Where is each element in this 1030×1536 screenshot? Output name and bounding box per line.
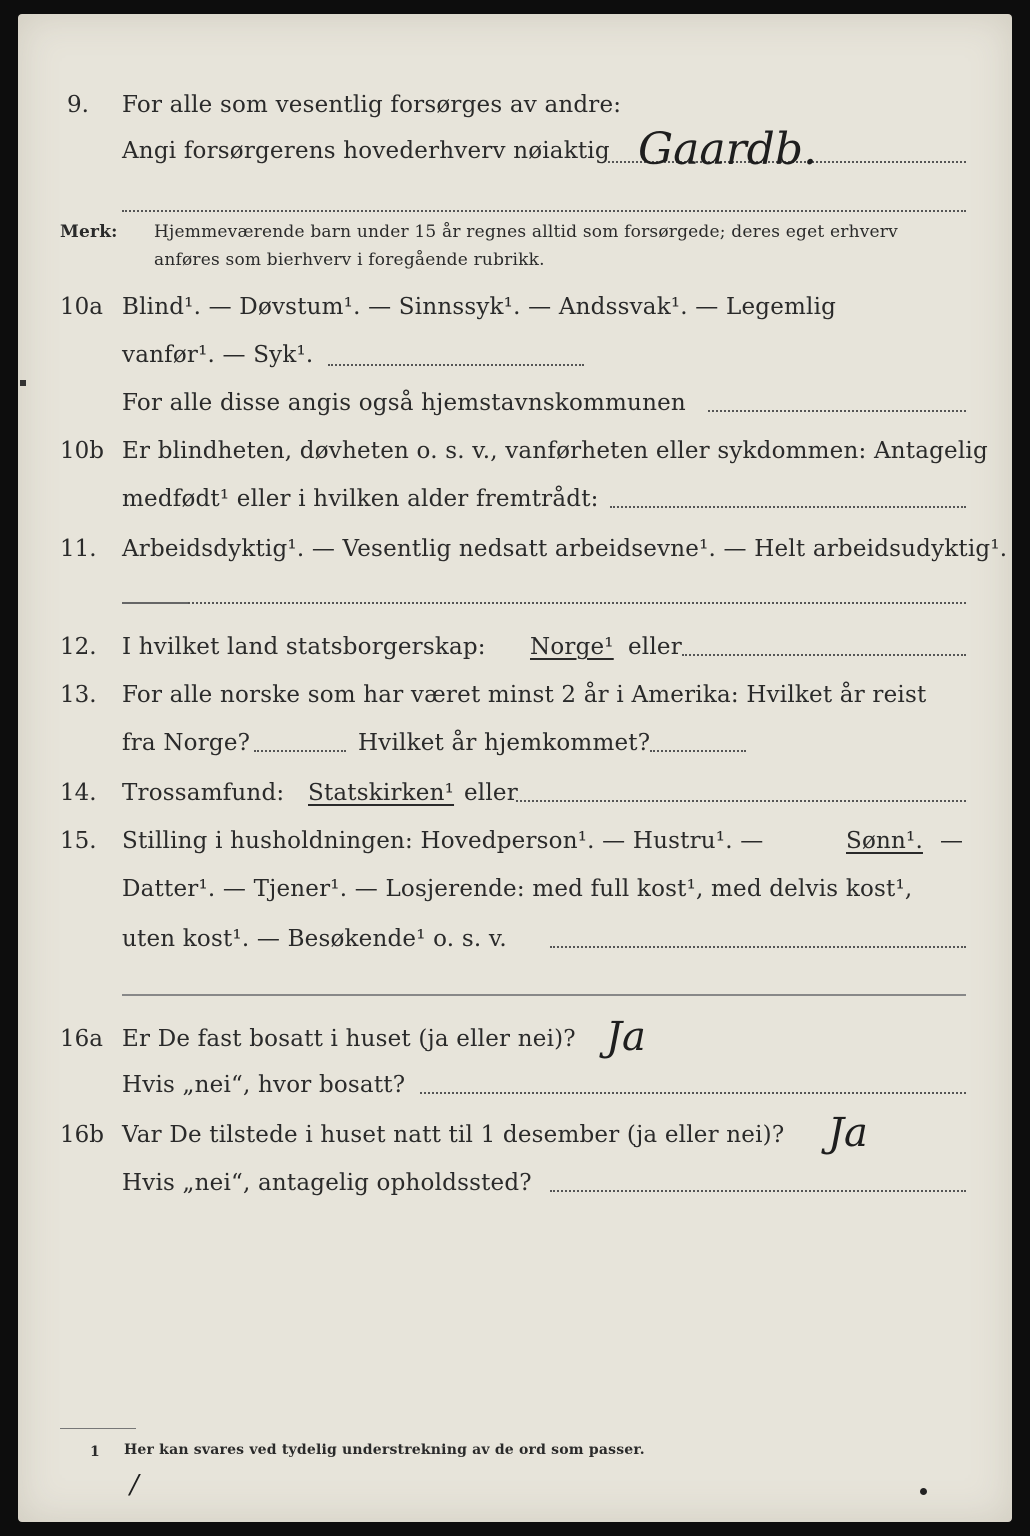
- q10b-line2: medfødt¹ eller i hvilken alder fremtrådt:: [122, 486, 599, 512]
- q15-answer-line: [550, 946, 966, 948]
- q9-handwritten-answer: Gaardb.: [638, 124, 817, 175]
- merk-label: Merk:: [60, 222, 118, 242]
- q15-line3: uten kost¹. — Besøkende¹ o. s. v.: [122, 926, 507, 952]
- q10a-line3: For alle disse angis også hjemstavnskommunen: [122, 390, 686, 416]
- q12-pre: I hvilket land statsborgerskap:: [122, 634, 486, 660]
- q16a-handwritten-answer: Ja: [606, 1014, 646, 1060]
- footnote-text: Her kan svares ved tydelig understrekning av de ord som passer.: [124, 1442, 645, 1458]
- q14-post: eller: [464, 780, 518, 806]
- q13-return-line: [650, 750, 746, 752]
- ink-dot: [920, 1488, 927, 1495]
- census-form-page: [18, 14, 1012, 1522]
- q16b-line2: Hvis „nei“, antagelig opholdssted?: [122, 1170, 532, 1196]
- footnote-mark: 1: [90, 1444, 100, 1460]
- q15-line1c: —: [940, 828, 964, 854]
- ink-mark: [20, 380, 26, 386]
- q16b-line1: Var De tilstede i huset natt til 1 desember (ja eller nei)?: [122, 1122, 785, 1148]
- q9-line1: For alle som vesentlig forsørges av andre:: [122, 92, 622, 118]
- q13-line2b: Hvilket år hjemkommet?: [358, 730, 651, 756]
- q16a-line2: Hvis „nei“, hvor bosatt?: [122, 1072, 406, 1098]
- merk-line1: Hjemmeværende barn under 15 år regnes alltid som forsørgede; deres eget erhverv: [154, 222, 898, 242]
- q10b-answer-line: [610, 506, 966, 508]
- q12-answer-line: [682, 654, 966, 656]
- q13-line1: For alle norske som har været minst 2 år i Amerika: Hvilket år reist: [122, 682, 927, 708]
- q11-number: 11.: [60, 536, 97, 562]
- q9-line2: Angi forsørgerens hovederhverv nøiaktig: [122, 138, 610, 164]
- q13-number: 13.: [60, 682, 97, 708]
- q16b-number: 16b: [60, 1122, 104, 1148]
- q11-line1: Arbeidsdyktig¹. — Vesentlig nedsatt arbeidsevne¹. — Helt arbeidsudyktig¹.: [122, 536, 1008, 562]
- q10b-number: 10b: [60, 438, 104, 464]
- q14-answer-line: [516, 800, 966, 802]
- q12-post: eller: [628, 634, 682, 660]
- q12-option-underlined: Norge¹: [530, 634, 614, 660]
- q9-extra-line: [122, 210, 966, 212]
- q10a-line2: vanfør¹. — Syk¹.: [122, 342, 314, 368]
- q14-number: 14.: [60, 780, 97, 806]
- footnote-rule: [60, 1428, 136, 1429]
- q14-pre: Trossamfund:: [122, 780, 285, 806]
- q10a-line2-answer: [328, 364, 584, 366]
- footnote-scribble: /: [130, 1470, 139, 1500]
- q9-number: 9.: [67, 92, 89, 118]
- q10a-line1: Blind¹. — Døvstum¹. — Sinnssyk¹. — Andssvak¹. — Legemlig: [122, 294, 837, 320]
- q13-departure-line: [254, 750, 346, 752]
- q15-number: 15.: [60, 828, 97, 854]
- q13-line2a: fra Norge?: [122, 730, 251, 756]
- q11-answer-line: [188, 602, 966, 604]
- merk-line2: anføres som bierhverv i foregående rubrikk.: [154, 250, 545, 270]
- q10a-line3-answer: [708, 410, 966, 412]
- q11-underline: [122, 602, 188, 604]
- q16b-answer-line: [550, 1190, 966, 1192]
- q10b-line1: Er blindheten, døvheten o. s. v., vanførheten eller sykdommen: Antagelig: [122, 438, 988, 464]
- q15-option-underlined: Sønn¹.: [846, 828, 923, 854]
- q15-separator: [122, 994, 966, 996]
- q12-number: 12.: [60, 634, 97, 660]
- q15-line1a: Stilling i husholdningen: Hovedperson¹. — Hustru¹. —: [122, 828, 764, 854]
- q16b-handwritten-answer: Ja: [828, 1110, 868, 1156]
- q10a-number: 10a: [60, 294, 103, 320]
- q14-option-underlined: Statskirken¹: [308, 780, 455, 806]
- q16a-number: 16a: [60, 1026, 103, 1052]
- q16a-line1: Er De fast bosatt i huset (ja eller nei)?: [122, 1026, 576, 1052]
- q16a-answer-line: [420, 1092, 966, 1094]
- q15-line2: Datter¹. — Tjener¹. — Losjerende: med full kost¹, med delvis kost¹,: [122, 876, 913, 902]
